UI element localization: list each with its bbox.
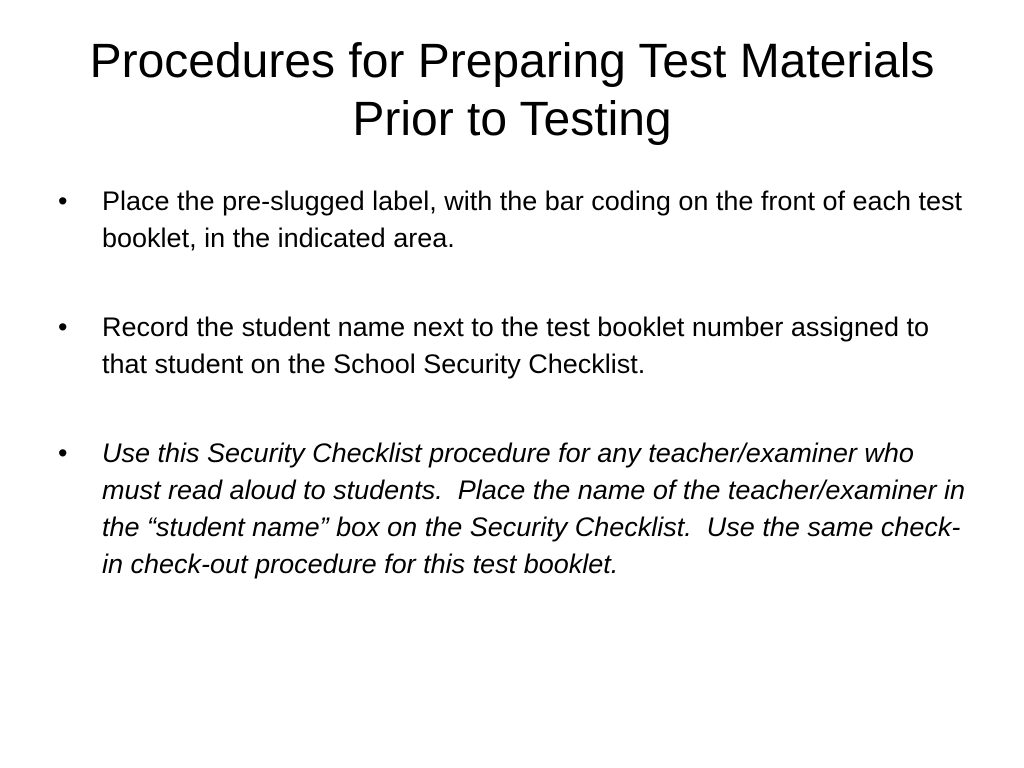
bullet-text: Place the pre-slugged label, with the bar coding on the front of each test booklet, in the indicated area. bbox=[102, 186, 970, 253]
bullet-list bbox=[58, 183, 978, 635]
bullet-icon: • bbox=[58, 186, 68, 216]
slide-title: Procedures for Preparing Test Materials Prior to Testing bbox=[89, 35, 935, 146]
bullet-item bbox=[58, 435, 978, 583]
bullet-icon: • bbox=[58, 312, 68, 342]
bullet-text: Record the student name next to the test booklet number assigned to that student on the School Security Checklist. bbox=[102, 312, 937, 379]
bullet-item bbox=[58, 183, 978, 257]
bullet-item bbox=[58, 309, 978, 383]
bullet-icon: • bbox=[58, 438, 68, 468]
bullet-text: Use this Security Checklist procedure for any teacher/examiner who must read aloud to students. Place the name of the teacher/examiner in the “student name” box on the Security Checklist. Use the same check-in check-out procedure for this test booklet. bbox=[102, 438, 973, 579]
